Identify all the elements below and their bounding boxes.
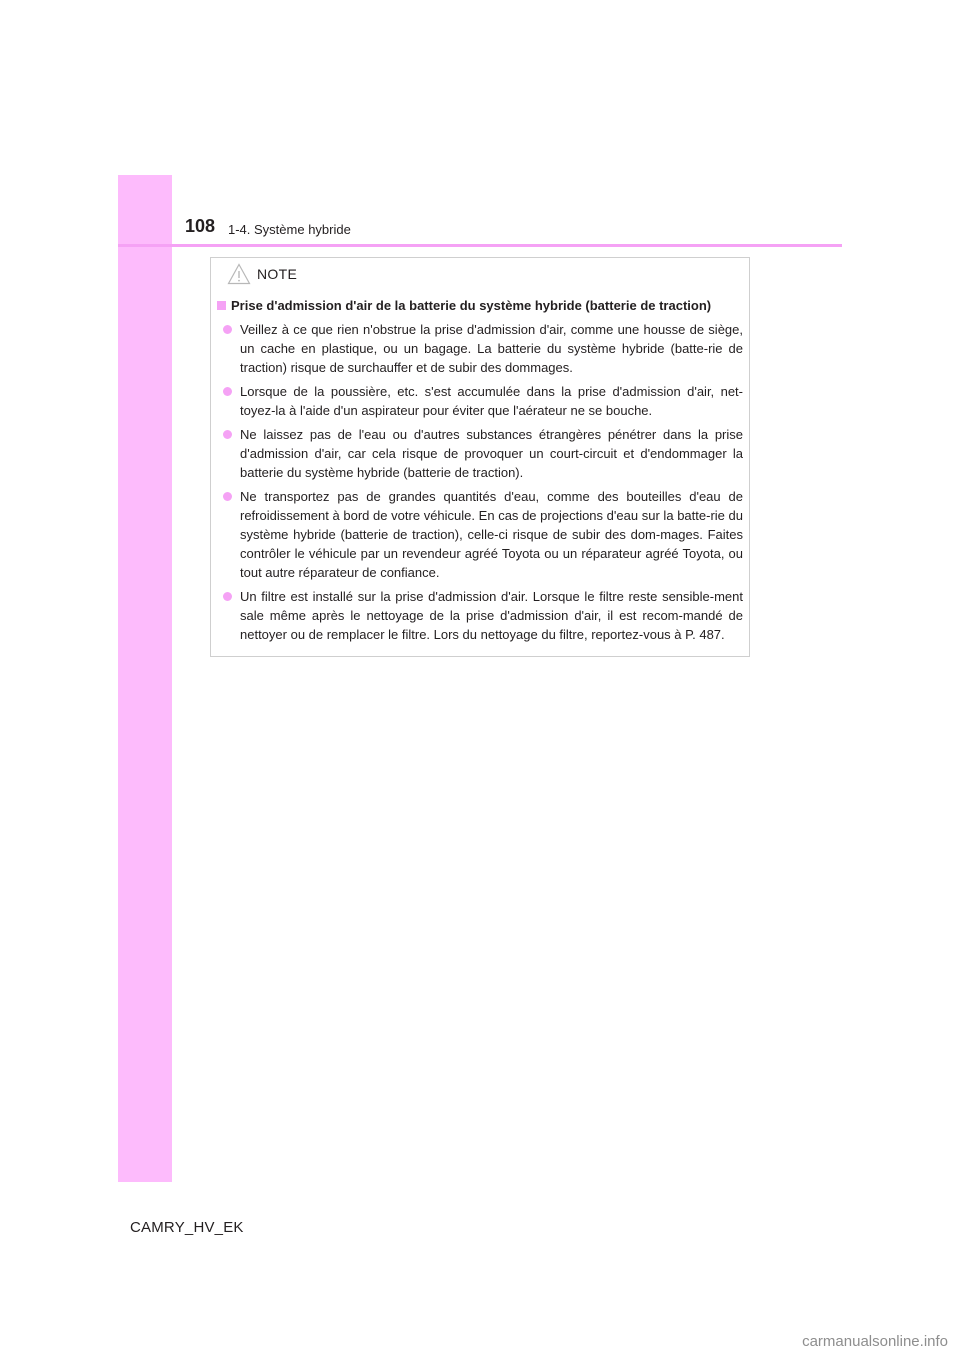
section-title: 1-4. Système hybride	[228, 222, 351, 237]
circle-bullet-icon	[223, 430, 232, 439]
list-item	[223, 487, 743, 582]
circle-bullet-icon	[223, 492, 232, 501]
note-header	[227, 263, 297, 285]
list-item	[223, 320, 743, 377]
list-item-text: Ne laissez pas de l'eau ou d'autres substances étrangères pénétrer dans la prise d'admission d'air, car cela risque de provoquer un court-circuit et d'endommager la batterie du système hybride (batterie de traction).	[240, 427, 743, 480]
note-heading-text: Prise d'admission d'air de la batterie du système hybride (batterie de traction)	[231, 298, 712, 313]
circle-bullet-icon	[223, 592, 232, 601]
side-band	[118, 175, 172, 1182]
circle-bullet-icon	[223, 387, 232, 396]
list-item	[223, 382, 743, 420]
list-item-text: Veillez à ce que rien n'obstrue la prise d'admission d'air, comme une housse de siège, un cache en plastique, ou un bagage. La batterie du système hybride (batte-rie de traction) risque de surchauffer et de subir des dommages.	[240, 322, 743, 375]
note-label: NOTE	[257, 266, 298, 282]
note-heading	[217, 296, 743, 315]
note-body	[217, 296, 743, 649]
list-item	[223, 587, 743, 644]
list-item	[223, 425, 743, 482]
list-item-text: Ne transportez pas de grandes quantités d'eau, comme des bouteilles d'eau de refroidissement à bord de votre véhicule. En cas de projections d'eau sur la batte-rie du système hybride (batterie de traction), celle-ci risque de subir des dom-mages. Faites contrôler le véhicule par un revendeur agréé Toyota ou un réparateur agréé Toyota, ou tout autre réparateur de confiance.	[240, 489, 743, 580]
list-item-text: Lorsque de la poussière, etc. s'est accumulée dans la prise d'admission d'air, net-toyez-la à l'aide d'un aspirateur pour éviter que l'aérateur ne se bouche.	[240, 384, 743, 418]
list-item-text: Un filtre est installé sur la prise d'admission d'air. Lorsque le filtre reste sensible-ment sale même après le nettoyage de la prise d'admission d'air, il est recom-mandé de nettoyer ou de remplacer le filtre. Lors du nettoyage du filtre, reportez-vous à P. 487.	[240, 589, 743, 642]
square-bullet-icon	[217, 301, 226, 310]
note-box	[210, 257, 750, 657]
watermark-link[interactable]: carmanualsonline.info	[802, 1333, 948, 1350]
circle-bullet-icon	[223, 325, 232, 334]
page-number: 108	[185, 216, 216, 236]
warning-triangle-icon	[227, 263, 251, 285]
header-rule	[118, 244, 842, 247]
footer-code: CAMRY_HV_EK	[130, 1219, 244, 1236]
